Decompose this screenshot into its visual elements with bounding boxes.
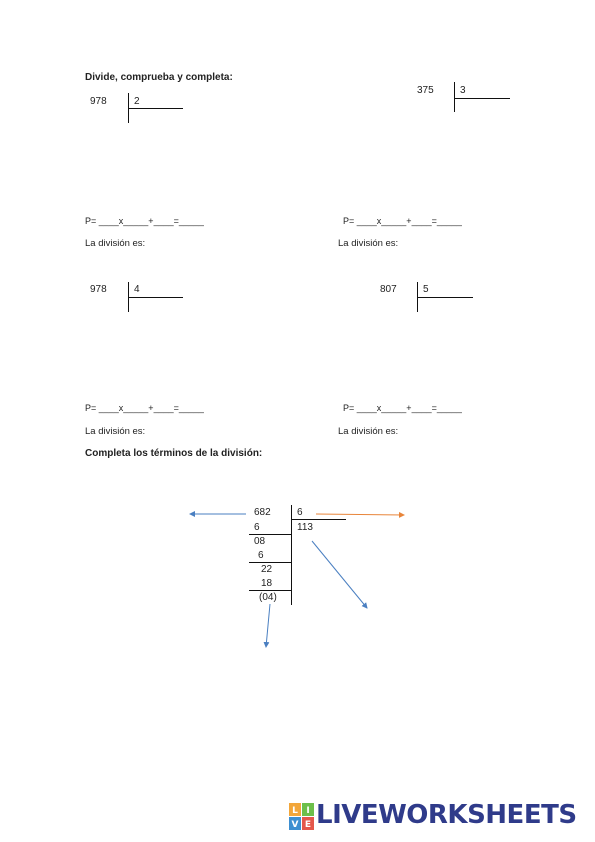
svg-text:L: L [292,806,298,816]
step-subtrahend: 18 [261,578,273,589]
formula-line-1: P= ____x_____+____=_____ [85,216,204,226]
dividend-2: 375 [417,85,434,96]
dividend-4: 807 [380,284,397,295]
step-partial: 22 [261,564,273,575]
step-partial: 08 [254,536,266,547]
svg-text:E: E [304,820,312,830]
formula-line-2: P= ____x_____+____=_____ [343,216,462,226]
division-label-2: La división es: [338,238,399,249]
worked-dividend: 682 [254,507,271,518]
dividend-3: 978 [90,284,107,295]
division-label-1: La división es: [85,238,146,249]
formula-line-4: P= ____x_____+____=_____ [343,403,462,413]
step-subtrahend: 6 [258,550,264,561]
division-label-3: La división es: [85,426,146,437]
formula-line-3: P= ____x_____+____=_____ [85,403,204,413]
arrow-quotient [312,541,367,608]
step-subtrahend: 6 [254,522,260,533]
brand-wordmark: LIVEWORKSHEETS [316,800,577,830]
arrow-divisor [316,514,404,515]
divisor-1: 2 [134,96,140,107]
divisor-3: 4 [134,284,140,295]
divisor-2: 3 [460,85,466,96]
division-label-4: La división es: [338,426,399,437]
svg-text:V: V [291,820,299,830]
section-title: Completa los términos de la división: [85,448,263,459]
worked-divisor: 6 [297,507,303,518]
svg-text:I: I [306,806,310,816]
worked-quotient: 113 [297,522,313,533]
arrow-remainder [266,604,270,647]
dividend-1: 978 [90,96,107,107]
section-title: Divide, comprueba y completa: [85,72,233,83]
divisor-4: 5 [423,284,429,295]
liveworksheets-logo-icon [289,803,315,831]
remainder: (04) [259,592,277,603]
